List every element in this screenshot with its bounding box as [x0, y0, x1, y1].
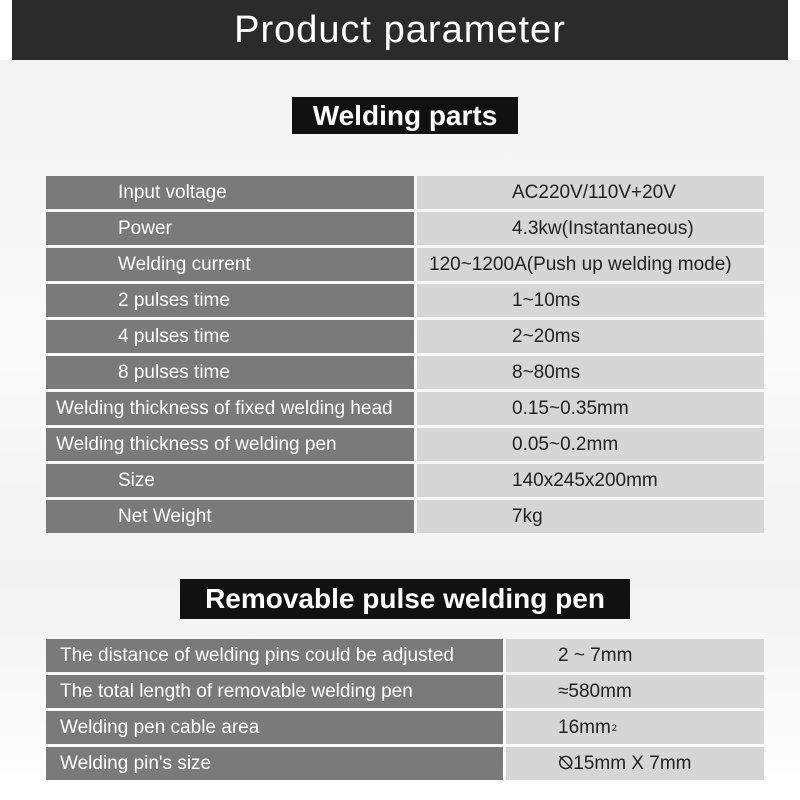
table-row: [46, 500, 764, 533]
row-label: Welding pen cable area: [46, 711, 503, 744]
row-value: ≈580mm: [506, 675, 764, 708]
value-text: 16mm: [558, 716, 611, 738]
table-row: [46, 392, 764, 425]
section-title-welding-pen: Removable pulse welding pen: [180, 579, 630, 619]
superscript: 2: [611, 722, 617, 733]
row-value: 4.3kw(Instantaneous): [417, 212, 764, 245]
row-value: 0.05~0.2mm: [417, 428, 764, 461]
row-value: 2~20ms: [417, 320, 764, 353]
row-value: 2 ~ 7mm: [506, 639, 764, 672]
table-row: [46, 212, 764, 245]
row-value: 8~80ms: [417, 356, 764, 389]
row-label: Net Weight: [46, 500, 414, 533]
row-value: 1~10ms: [417, 284, 764, 317]
table-row: [46, 176, 764, 209]
table-row: [46, 639, 764, 672]
table-row: [46, 284, 764, 317]
row-label: 2 pulses time: [46, 284, 414, 317]
row-label: Welding thickness of welding pen: [46, 428, 414, 461]
row-label: Welding pin's size: [46, 747, 503, 780]
row-label: Power: [46, 212, 414, 245]
row-value: 0.15~0.35mm: [417, 392, 764, 425]
row-label: Size: [46, 464, 414, 497]
table-row: [46, 428, 764, 461]
row-label: 4 pulses time: [46, 320, 414, 353]
section-title-welding-parts: Welding parts: [292, 97, 518, 134]
row-label: The total length of removable welding pen: [46, 675, 503, 708]
table-row: [46, 464, 764, 497]
row-value: 140x245x200mm: [417, 464, 764, 497]
row-value: 120~1200A(Push up welding mode): [417, 248, 764, 281]
row-label: 8 pulses time: [46, 356, 414, 389]
table-row: [46, 320, 764, 353]
row-value: 7kg: [417, 500, 764, 533]
row-label: The distance of welding pins could be adjusted: [46, 639, 503, 672]
row-value: ⦰15mm X 7mm: [506, 747, 764, 780]
table-row: [46, 747, 764, 780]
page-title: Product parameter: [12, 0, 788, 60]
table-row: [46, 248, 764, 281]
row-label: Input voltage: [46, 176, 414, 209]
row-value: [506, 711, 764, 744]
row-value: AC220V/110V+20V: [417, 176, 764, 209]
table-row: [46, 711, 764, 744]
row-label: Welding thickness of fixed welding head: [46, 392, 414, 425]
table-row: [46, 356, 764, 389]
row-label: Welding current: [46, 248, 414, 281]
table-row: [46, 675, 764, 708]
